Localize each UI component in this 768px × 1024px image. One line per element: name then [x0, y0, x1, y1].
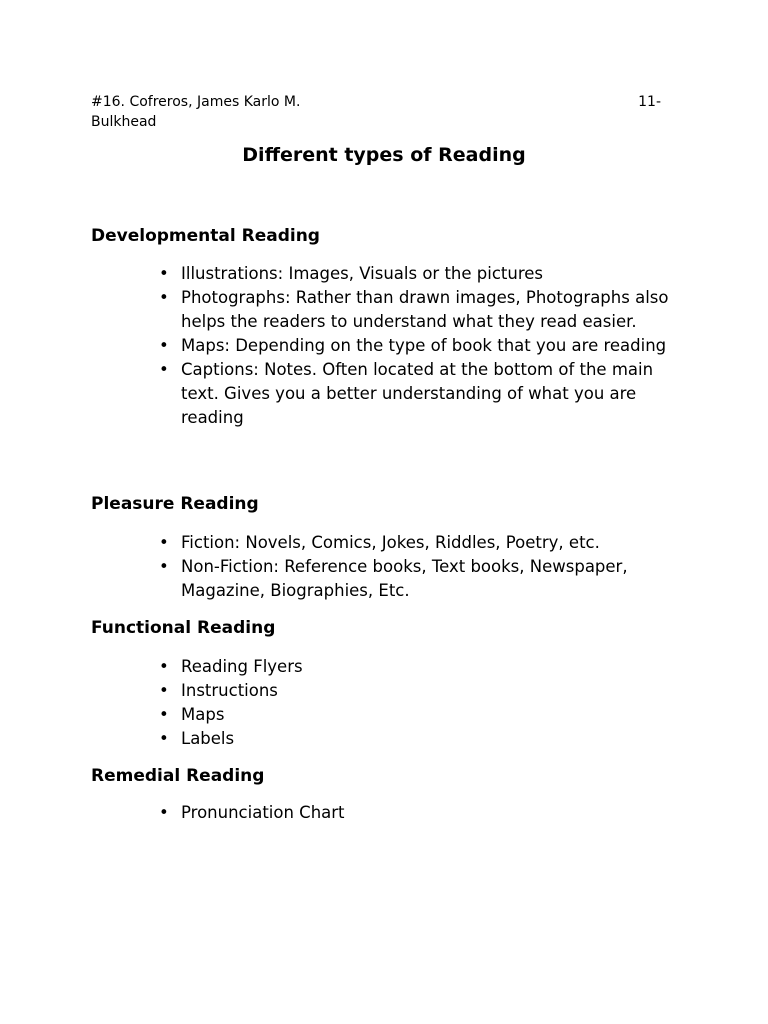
bullet-icon: • [159, 336, 169, 355]
section-heading-pleasure: Pleasure Reading [91, 494, 259, 514]
developmental-list [159, 262, 681, 430]
list-item [159, 679, 681, 703]
list-item-text: Captions: Notes. Often located at the bottom of the main text. Gives you a better understanding of what you are reading [181, 360, 654, 427]
section-heading-functional: Functional Reading [91, 618, 276, 638]
list-item [159, 727, 681, 751]
functional-list [159, 655, 681, 751]
list-item-text: Labels [181, 729, 235, 748]
list-item [159, 262, 681, 286]
bullet-icon: • [159, 705, 169, 724]
list-item-text: Reading Flyers [181, 657, 303, 676]
bullet-icon: • [159, 360, 169, 379]
list-item-text: Photographs: Rather than drawn images, Photographs also helps the readers to understand what they read easier. [181, 288, 669, 331]
bullet-icon: • [159, 557, 169, 576]
list-item [159, 801, 681, 825]
list-item-text: Pronunciation Chart [181, 803, 345, 822]
list-item [159, 358, 681, 430]
list-item-text: Illustrations: Images, Visuals or the pictures [181, 264, 543, 283]
list-item [159, 655, 681, 679]
list-item-text: Non-Fiction: Reference books, Text books, Newspaper, Magazine, Biographies, Etc. [181, 557, 628, 600]
list-item-text: Fiction: Novels, Comics, Jokes, Riddles, Poetry, etc. [181, 533, 600, 552]
list-item-text: Maps [181, 705, 225, 724]
section-heading-remedial: Remedial Reading [91, 766, 265, 786]
grade-level: 11- [638, 94, 661, 110]
section-name: Bulkhead [91, 114, 157, 130]
list-item [159, 703, 681, 727]
author-header [91, 92, 661, 112]
bullet-icon: • [159, 264, 169, 283]
list-item-text: Maps: Depending on the type of book that you are reading [181, 336, 667, 355]
bullet-icon: • [159, 681, 169, 700]
list-item [159, 334, 681, 358]
pleasure-list [159, 531, 681, 603]
bullet-icon: • [159, 803, 169, 822]
bullet-icon: • [159, 533, 169, 552]
bullet-icon: • [159, 657, 169, 676]
list-item [159, 531, 681, 555]
section-heading-developmental: Developmental Reading [91, 226, 320, 246]
bullet-icon: • [159, 288, 169, 307]
bullet-icon: • [159, 729, 169, 748]
list-item [159, 555, 681, 603]
list-item-text: Instructions [181, 681, 278, 700]
remedial-list [159, 801, 681, 825]
author-name: #16. Cofreros, James Karlo M. [91, 94, 301, 110]
document-title: Different types of Reading [242, 144, 526, 166]
list-item [159, 286, 681, 334]
